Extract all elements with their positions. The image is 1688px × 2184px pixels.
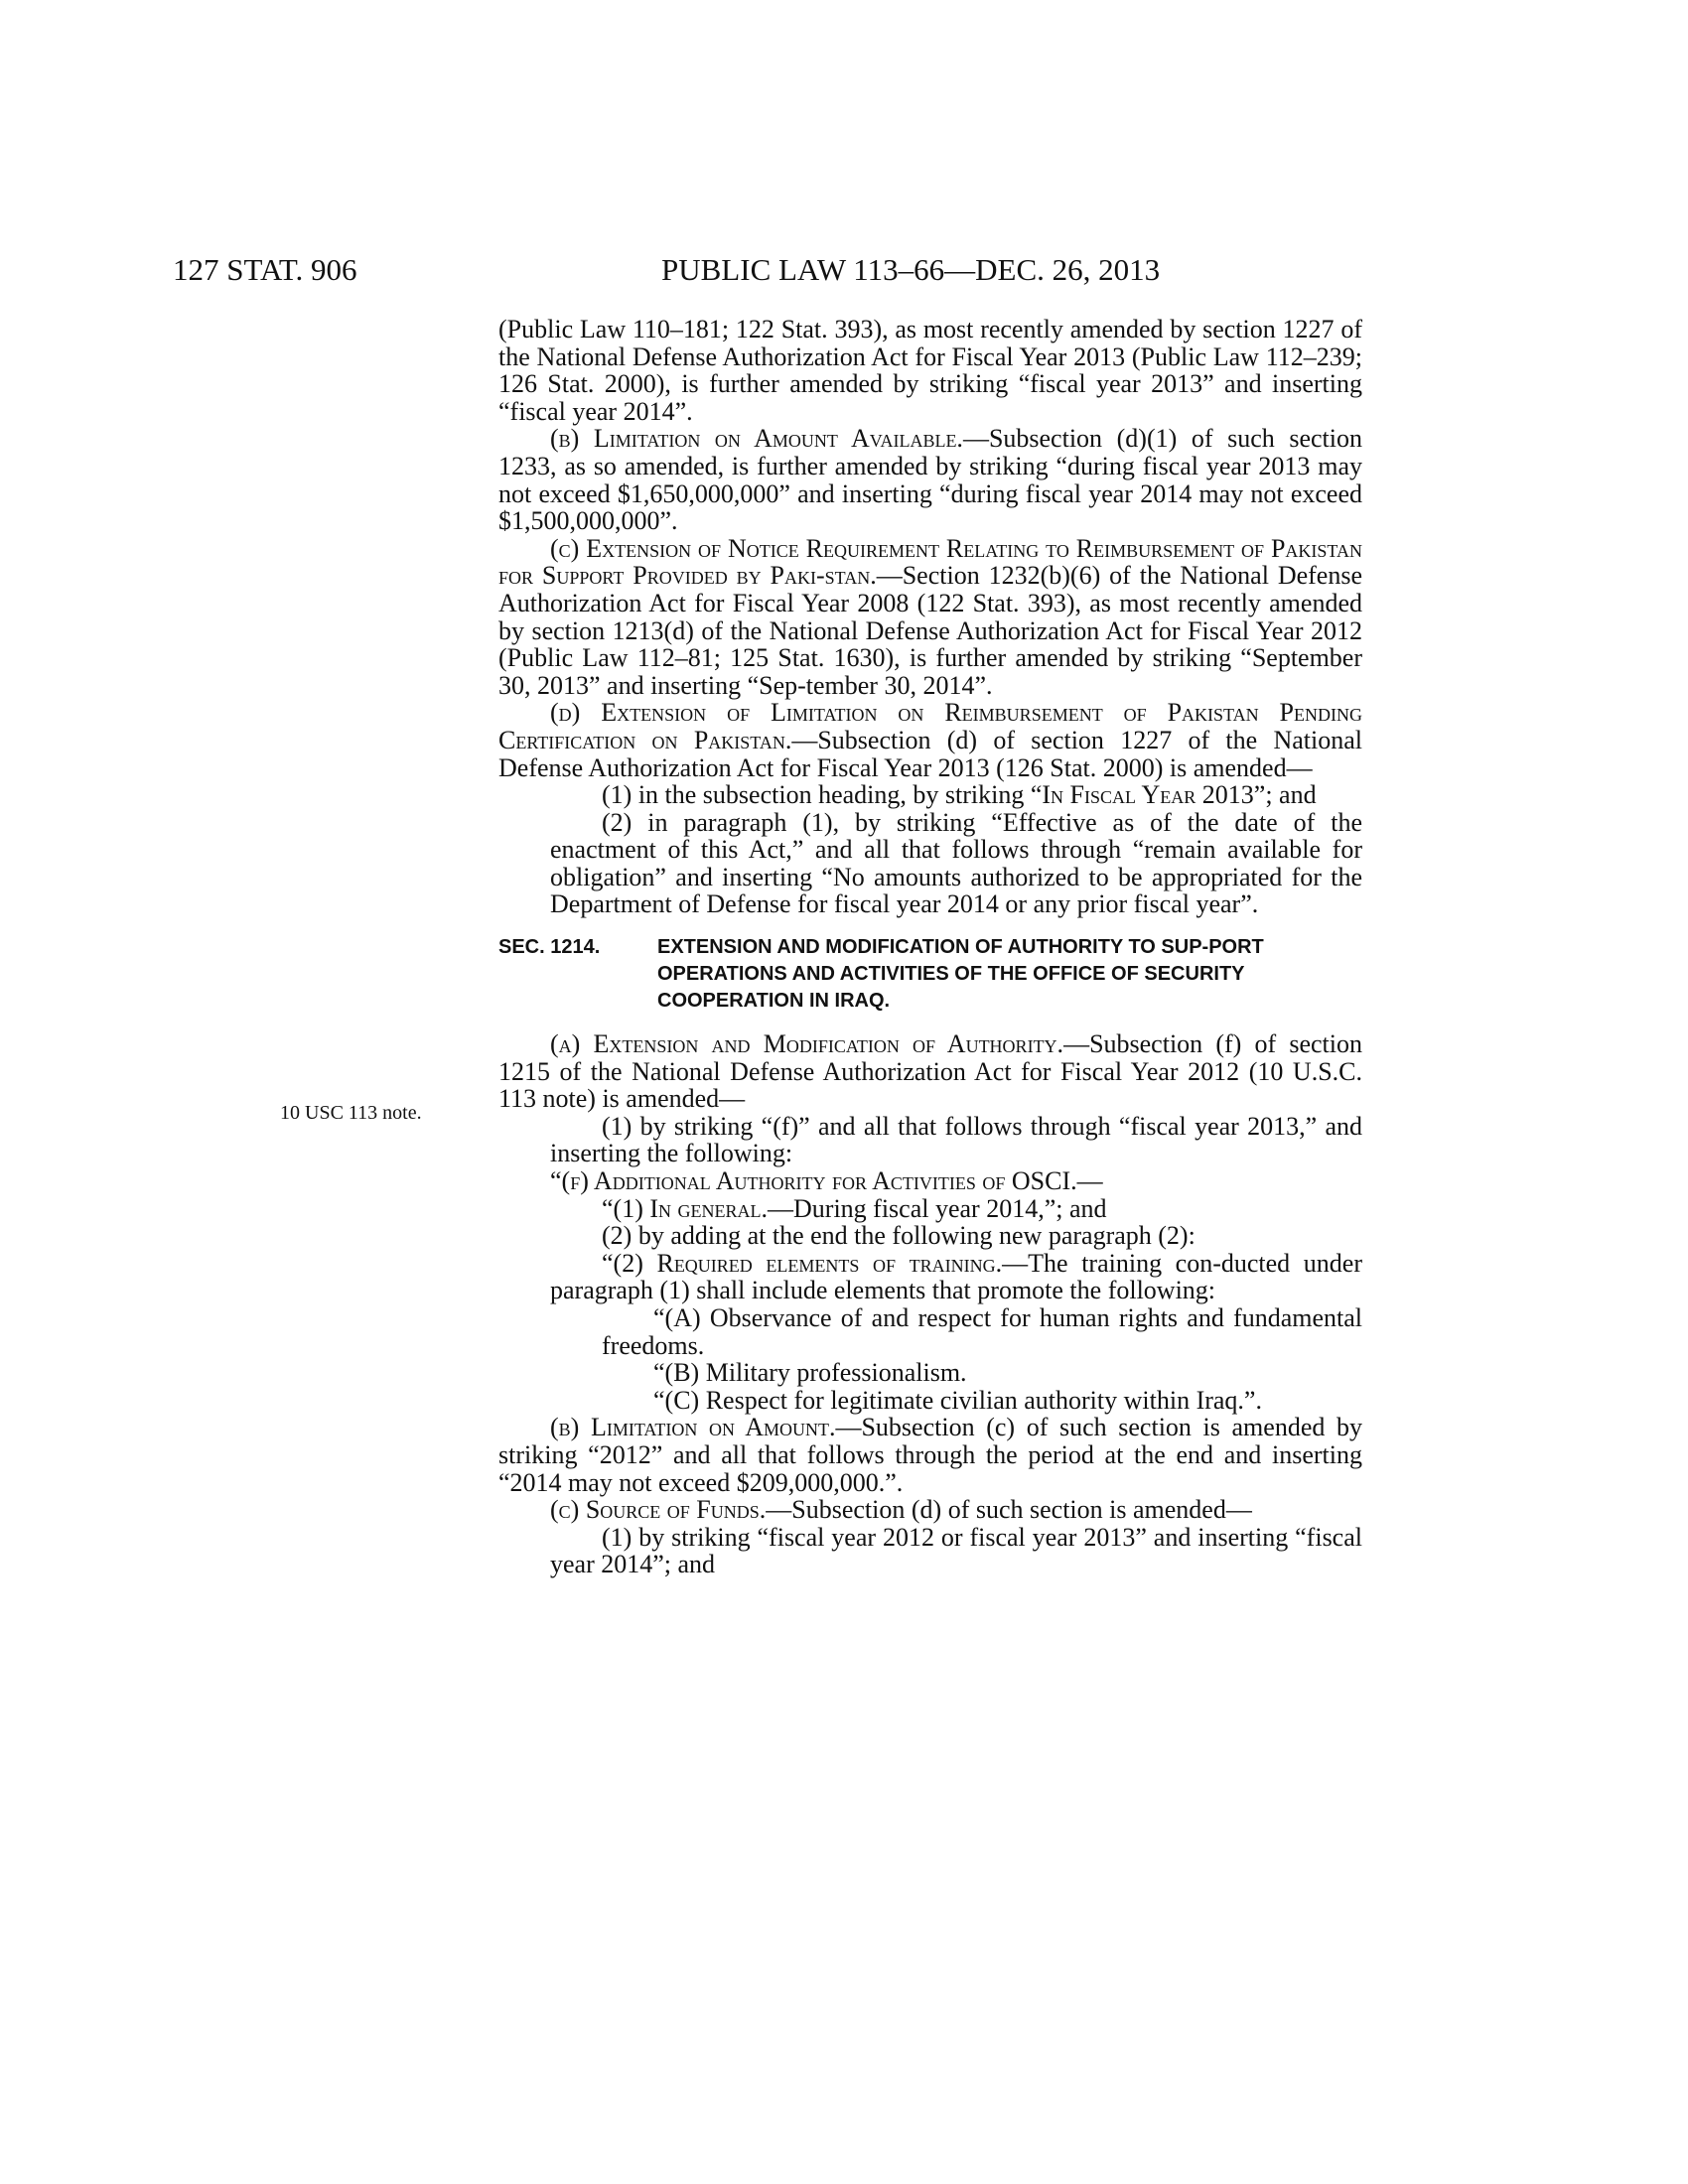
subsection-heading: (d) Extension of Limitation on Reimbursement of Pakistan Pending Certification on Pakistan. [498, 698, 1362, 754]
subparagraph-c: “(C) Respect for legitimate civilian authority within Iraq.”. [653, 1385, 1262, 1415]
running-header [0, 250, 1688, 290]
subparagraph-b: “(B) Military professionalism. [653, 1358, 967, 1388]
subsection-heading: (b) Limitation on Amount Available. [550, 424, 963, 454]
subsection-text: —Subsection (d)(1) of such section 1233, as so amended, is further amended by striking “during fiscal year 2013 may not exceed $1,650,000,000” and inserting “during fiscal year 2014 may not exceed $1,500,000,000”. [498, 424, 1362, 536]
subsection-text: —Section 1232(b)(6) of the National Defense Authorization Act for Fiscal Year 2008 (122 Stat. 393), as most recently amended by section 1213(d) of the National Defense Authorization Act for Fiscal Year 2012 (Public Law 112–81; 125 Stat. 1630), is further amended by striking “September 30, 2013” and inserting “Sep-tember 30, 2014”. [498, 561, 1363, 700]
subparagraph-a: “(A) Observance of and respect for human rights and fundamental freedoms. [602, 1303, 1362, 1360]
law-title: PUBLIC LAW 113–66—DEC. 26, 2013 [661, 252, 1161, 287]
section-number: SEC. 1214. [498, 936, 601, 959]
section-heading [498, 934, 1362, 1015]
inserted-paragraph-1 [498, 1195, 1362, 1223]
paragraph-d2: (2) in paragraph (1), by striking “Effective as of the date of the enactment of this Act,” and all that follows through “remain available for obligation” and inserting “No amounts authorized to be appropriated for the Department of Defense for fiscal year 2014 or any prior fiscal year”. [550, 807, 1362, 919]
document-body [498, 316, 1362, 1578]
subsection-heading: (a) Extension and Modification of Authority. [550, 1029, 1064, 1059]
subsection-text: —Subsection (d) of section 1227 of the National Defense Authorization Act for Fiscal Year 2013 (126 Stat. 2000) is amended— [498, 725, 1362, 782]
subsection-b-amount [498, 1414, 1362, 1496]
subsection-heading: (c) Source of Funds. [550, 1495, 767, 1525]
subsection-text: —Subsection (c) of such section is amended by striking “2012” and all that follows through the period at the end and inserting “2014 may not exceed $209,000,000.”. [498, 1413, 1362, 1497]
paragraph-c1: (1) by striking “fiscal year 2012 or fiscal year 2013” and inserting “fiscal year 2014”; and [550, 1522, 1362, 1579]
subsection-a-extension [498, 1030, 1362, 1113]
subsection-d-reimbursement [498, 699, 1362, 781]
subsection-heading: (b) Limitation on Amount. [550, 1413, 836, 1442]
heading-dash: — [1076, 1166, 1103, 1196]
paragraph-heading: “(2) Required elements of training. [602, 1248, 1003, 1278]
paragraph-a2: (2) by adding at the end the following new paragraph (2): [602, 1221, 1196, 1251]
subsection-heading: (c) Extension of Notice Requirement Relating to Reimbursement of Pakistan for Support Provided by Paki-stan. [498, 533, 1362, 591]
paragraph-text: —The training con-ducted under paragraph (1) shall include elements that promote the following: [550, 1248, 1363, 1305]
section-title: EXTENSION AND MODIFICATION OF AUTHORITY TO SUP-PORT OPERATIONS AND ACTIVITIES OF THE OFFICE OF SECURITY COOPERATION IN IRAQ. [657, 936, 1264, 1013]
paragraph-text: —During fiscal year 2014,”; and [768, 1193, 1107, 1223]
subsection-b-limitation [498, 425, 1362, 534]
paragraph-text: 2013”; and [1196, 780, 1317, 810]
struck-heading-text: In Fiscal Year [1042, 780, 1196, 810]
subsection-text: —Subsection (f) of section 1215 of the National Defense Authorization Act for Fiscal Year 2012 (10 U.S.C. 113 note) is amended— [498, 1029, 1362, 1114]
paragraph-text: (1) in the subsection heading, by striking “ [602, 780, 1043, 810]
paragraph-d1 [498, 781, 1362, 809]
subsection-heading: “(f) Additional Authority for Activities of OSCI. [550, 1166, 1077, 1196]
inserted-paragraph-2 [498, 1250, 1362, 1304]
subsection-c-notice [498, 535, 1362, 700]
continued-paragraph: (Public Law 110–181; 122 Stat. 393), as most recently amended by section 1227 of the National Defense Authorization Act for Fiscal Year 2013 (Public Law 112–239; 126 Stat. 2000), is further amended by striking “fiscal year 2013” and inserting “fiscal year 2014”. [498, 315, 1362, 426]
paragraph-heading: “(1) In general. [602, 1193, 769, 1223]
subsection-c-funds [498, 1496, 1362, 1524]
inserted-subsection-f [498, 1167, 1362, 1195]
margin-note: 10 USC 113 note. [280, 1102, 422, 1124]
subsection-text: —Subsection (d) of such section is amended— [766, 1495, 1252, 1525]
stat-page-reference: 127 STAT. 906 [173, 252, 357, 287]
paragraph-a1: (1) by striking “(f)” and all that follows through “fiscal year 2013,” and inserting the following: [550, 1111, 1362, 1168]
